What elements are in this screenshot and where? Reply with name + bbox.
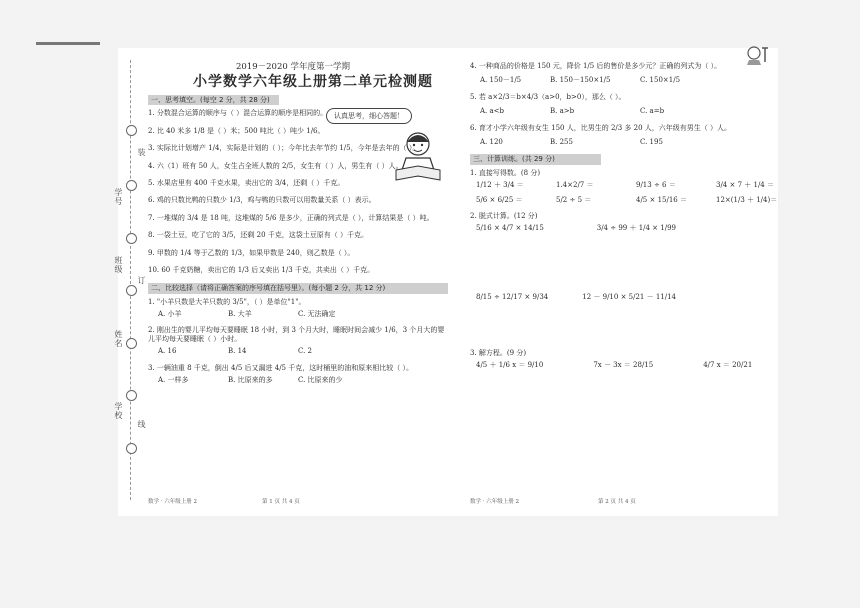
option: C. 比原来的少	[298, 376, 343, 385]
option: A. 小羊	[158, 310, 182, 319]
calc-item: 5/16 × 4/7 × 14/15	[476, 224, 544, 233]
option: B. 150－150×1/5	[550, 76, 611, 85]
section-calculation: 三、计算训练。(共 29 分)	[470, 154, 601, 164]
left-page	[148, 62, 448, 392]
option: A. 16	[158, 347, 177, 356]
equation: 4/7 x ＝ 20/21	[703, 361, 753, 370]
equation: 7x － 3x ＝ 28/15	[593, 361, 654, 370]
calc-item: 12 － 9/10 × 5/21 － 11/14	[582, 292, 676, 301]
calc-item: 1/12 ＋ 3/4 ＝	[476, 181, 524, 190]
question: 5. 若 a×2/3＝b×4/3（a>0，b>0），那么（ ）。	[470, 92, 626, 101]
binding-hole	[126, 180, 137, 191]
footer-subject: 数学 · 六年级上册 2	[470, 499, 519, 505]
option: A. 150－1/5	[480, 76, 522, 85]
binding-hole	[126, 338, 137, 349]
option: C. 195	[640, 137, 663, 146]
section-multiple-choice: 二、比较选择（请将正确答案的序号填在括号里）。(每小题 2 分，共 12 分)	[148, 283, 448, 293]
subsection-title: 1. 直接写得数。(8 分)	[470, 168, 541, 177]
question: 5. 水果店里有 400 千克水果，卖出它的 3/4，还剩（ ）千克。	[148, 178, 345, 187]
answer-options	[158, 376, 448, 384]
question: 3. 实际比计划增产 1/4，实际是计划的（ ）；今年比去年节约 1/5，今年是去年的（ ）。	[148, 144, 420, 153]
binding-hole	[126, 233, 137, 244]
binding-hole	[126, 390, 137, 401]
question: 1. "小羊只数是大羊只数的 3/5"，（ ）是单位"1"。	[148, 297, 306, 306]
footer-page-number: 第 2 页 共 4 页	[598, 499, 636, 505]
subsection-title: 3. 解方程。(9 分)	[470, 349, 527, 358]
binding-hole	[126, 285, 137, 296]
binding-mark: 装	[137, 148, 146, 157]
binding-label-school: 学校	[114, 402, 123, 420]
option: B. 14	[228, 347, 247, 356]
binding-mark: 订	[137, 276, 146, 285]
scan-artifact-line	[36, 42, 100, 45]
equation: 4/5 ＋ 1/6 x ＝ 9/10	[476, 361, 544, 370]
question: 2. 比 40 米多 1/8 是（ ）米；500 吨比（ ）吨少 1/6。	[148, 126, 325, 135]
answer-options	[480, 138, 770, 146]
answer-options	[480, 76, 770, 84]
option: B. 大羊	[228, 310, 252, 319]
option: B. 比原来的多	[228, 376, 273, 385]
page-title: 小学数学六年级上册第二单元检测题	[193, 74, 433, 91]
calc-item: 12×(1/3 ＋ 1/4)＝	[716, 195, 778, 204]
binding-hole	[126, 125, 137, 136]
answer-options	[158, 347, 448, 355]
question: 10. 60 千克奶糖，卖出它的 1/3 后又卖出 1/3 千克，共卖出（ ）千克。	[148, 265, 375, 274]
binding-label-class: 班级	[114, 256, 123, 274]
question: 7. 一堆煤的 3/4 是 18 吨，这堆煤的 5/6 是多少，正确的列式是（ ），计算结果是（ ）吨。	[148, 213, 434, 222]
question: 4. 六（1）班有 50 人，女生占全班人数的 2/5，女生有（ ）人，男生有（ ）人。	[148, 161, 403, 170]
calc-item: 4/5 × 15/16 ＝	[636, 195, 687, 204]
answer-options	[480, 107, 770, 115]
footer-page-number: 第 1 页 共 4 页	[262, 499, 300, 505]
question: 6. 鸡的只数比鸭的只数少 1/3，鸡与鸭的只数可以用数量关系（ ）表示。	[148, 196, 376, 205]
option: C. a=b	[640, 107, 665, 116]
section-fill-in: 一、思考填空。(每空 2 分，共 28 分)	[148, 95, 279, 105]
calc-item: 5/6 × 6/25 ＝	[476, 195, 523, 204]
question: 1. 分数混合运算的顺序与（ ）混合运算的顺序是相同的。	[148, 109, 328, 118]
option: A. 120	[480, 137, 503, 146]
calc-item: 3/4 ÷ 99 ＋ 1/4 × 1/99	[596, 224, 676, 233]
stepwise-calc-row	[476, 293, 676, 301]
equation-row	[476, 361, 770, 369]
calc-item: 9/13 ÷ 6 ＝	[636, 181, 676, 190]
mental-math-grid	[476, 181, 778, 204]
binding-label-name: 姓名	[114, 330, 123, 348]
question: 8. 一袋土豆，吃了它的 3/5，还剩 20 千克，这袋土豆原有（ ）千克。	[148, 231, 368, 240]
question: 9. 甲数的 1/4 等于乙数的 1/3，如果甲数是 240，则乙数是（ ）。	[148, 248, 355, 257]
calc-item: 3/4 × 7 ＋ 1/4 ＝	[716, 181, 774, 190]
binding-mark: 线	[137, 420, 146, 429]
option: C. 无法确定	[298, 310, 336, 319]
right-page	[470, 62, 778, 370]
option: A. 一样多	[158, 376, 189, 385]
option: B. 255	[550, 137, 573, 146]
stepwise-calc-row	[476, 224, 676, 232]
answer-options	[158, 310, 448, 318]
option: C. 150×1/5	[640, 76, 681, 85]
calc-item: 8/15 ÷ 12/17 × 9/34	[476, 292, 549, 301]
option: B. a>b	[550, 107, 575, 116]
option: C. 2	[298, 347, 313, 356]
binding-label-student-id: 学号	[114, 188, 123, 206]
binding-hole	[126, 443, 137, 454]
question: 6. 育才小学六年级有女生 150 人，比男生的 2/3 多 20 人，六年级有男生（ ）人。	[470, 123, 732, 132]
encouragement-bubble: 认真思考，细心答题！	[326, 108, 412, 124]
option: A. a<b	[480, 107, 505, 116]
subsection-title: 2. 脱式计算。(12 分)	[470, 211, 538, 220]
question: 4. 一种商品的价格是 150 元，降价 1/5 后的售价是多少元？正确的列式为（ ）。	[470, 62, 722, 70]
calc-item: 5/2 ÷ 5 ＝	[556, 195, 592, 204]
question: 2. 刚出生的婴儿平均每天要睡眠 18 小时，到 3 个月大时，睡眠时间会减少 1/6，3 个月大的婴儿平均每天要睡眠（ ）小时。	[148, 326, 445, 343]
school-year: 2019－2020 学年度第一学期	[236, 62, 350, 72]
footer-subject: 数学 · 六年级上册 2	[148, 499, 197, 505]
question: 3. 一辆油重 8 千克，倒出 4/5 后又漏进 4/5 千克，这时桶里的油和原来相比较（ ）。	[148, 363, 413, 372]
calc-item: 1.4×2/7 ＝	[556, 181, 594, 190]
